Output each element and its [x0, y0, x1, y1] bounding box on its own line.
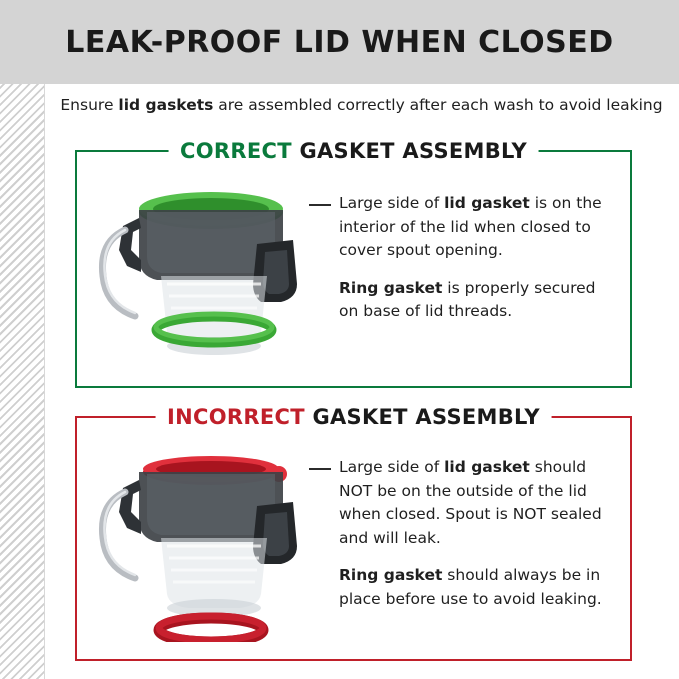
section-incorrect-heading: [155, 405, 552, 429]
header-banner: [0, 0, 679, 84]
intro-suffix: are assembled correctly after each wash to avoid leaking: [213, 96, 663, 114]
callout-leader-incorrect: [309, 468, 331, 470]
intro-text: [44, 96, 679, 114]
section-correct-callout: [339, 192, 614, 324]
lid-with-green-gaskets-correct: [89, 180, 339, 360]
section-correct: [75, 139, 632, 388]
incorrect-paragraph-2: Ring gasket should always be in place before use to avoid leaking.: [339, 566, 602, 608]
section-correct-heading: [168, 139, 539, 163]
page-title: LEAK-PROOF LID WHEN CLOSED: [65, 24, 614, 60]
section-incorrect-status-word: INCORRECT: [167, 405, 305, 429]
section-incorrect-heading-rest: GASKET ASSEMBLY: [304, 405, 540, 429]
section-incorrect: [75, 405, 632, 661]
section-incorrect-callout: [339, 456, 619, 611]
hatch-divider: [44, 84, 45, 679]
callout-leader-correct: [309, 204, 331, 206]
decorative-hatch-stripe: [0, 84, 44, 679]
intro-bold: lid gaskets: [118, 96, 214, 114]
incorrect-paragraph-1: Large side of lid gasket should NOT be on the outside of the lid when closed. Spout is NOT sealed and will leak.: [339, 458, 602, 547]
correct-paragraph-2: Ring gasket is properly secured on base of lid threads.: [339, 278, 596, 321]
intro-prefix: Ensure: [60, 96, 119, 114]
section-correct-heading-rest: GASKET ASSEMBLY: [291, 139, 527, 163]
lid-with-red-gaskets-incorrect: [89, 442, 339, 642]
section-correct-status-word: CORRECT: [180, 139, 292, 163]
correct-paragraph-1: Large side of lid gasket is on the interior of the lid when closed to cover spout opening.: [339, 194, 602, 260]
